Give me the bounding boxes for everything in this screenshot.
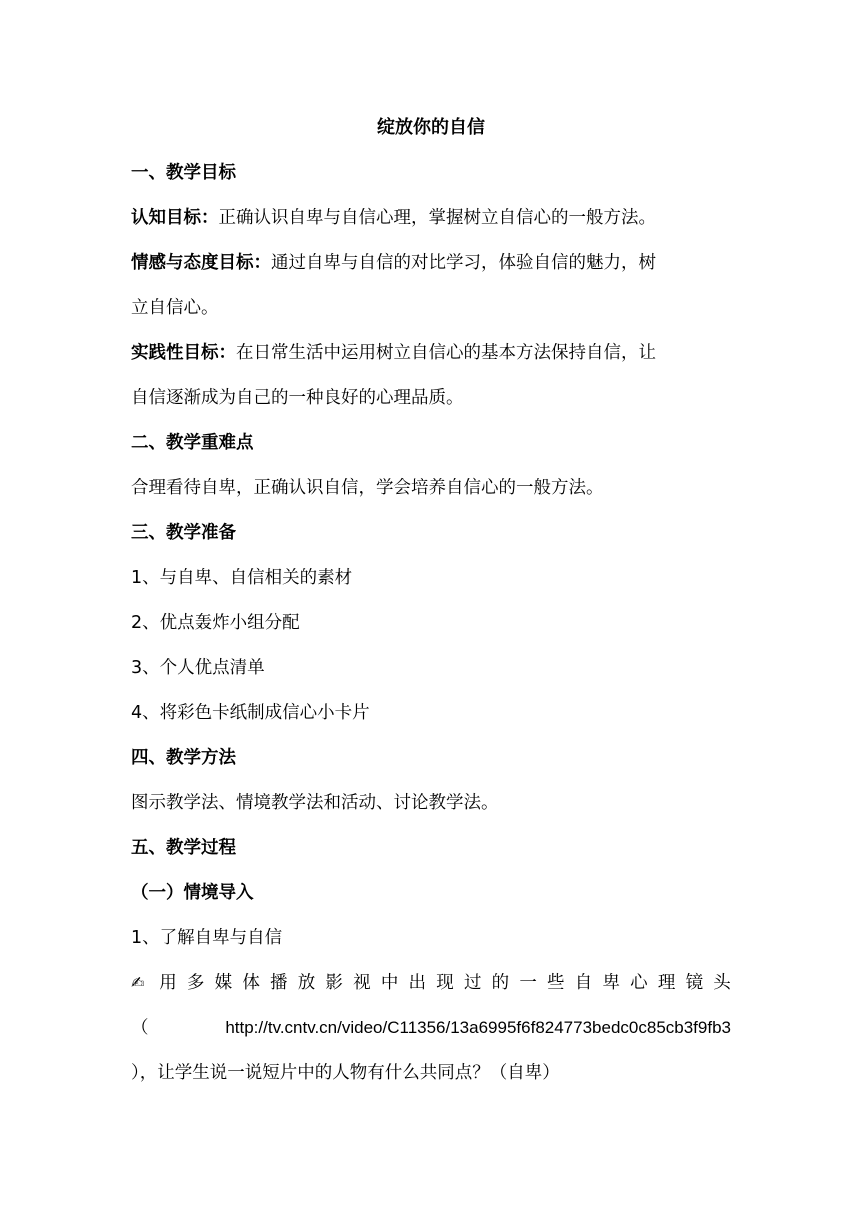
preparation-item: 3、个人优点清单 [131, 658, 265, 678]
closing-question: ），让学生说一说短片中的人物有什么共同点？（自卑） [131, 1063, 560, 1083]
section-heading-preparation: 三、教学准备 [131, 523, 236, 543]
media-char: 多 [186, 973, 205, 993]
emotion-text-line2: 立自信心。 [131, 298, 219, 318]
video-link-line [131, 1016, 731, 1040]
practice-text-line2: 自信逐渐成为自己的一种良好的心理品质。 [131, 388, 464, 408]
media-char: 体 [242, 973, 260, 993]
media-instruction-line [131, 971, 731, 995]
section-heading-process: 五、教学过程 [131, 838, 236, 858]
emotion-label: 情感与态度目标： [131, 253, 271, 273]
cognitive-label: 认知目标： [131, 208, 219, 228]
media-char: 些 [547, 973, 565, 993]
video-url: http://tv.cntv.cn/video/C11356/13a6995f6f824773bedc0c85cb3f9fb3 [225, 1018, 731, 1037]
preparation-item: 1、与自卑、自信相关的素材 [131, 568, 353, 588]
media-char: 一 [519, 973, 537, 993]
subheading-scenario-intro: （一）情境导入 [131, 883, 254, 903]
cognitive-objective [131, 206, 731, 230]
section-heading-objectives: 一、教学目标 [131, 163, 236, 183]
emotion-text-line1: 通过自卑与自信的对比学习，体验自信的魅力，树 [271, 253, 656, 273]
media-char: 中 [380, 973, 399, 993]
media-char: 心 [630, 973, 648, 993]
media-char: 视 [353, 973, 371, 993]
media-char: 出 [408, 973, 427, 993]
url-open-paren: （ [131, 1018, 149, 1038]
media-char: 现 [436, 973, 454, 993]
emotion-objective [131, 251, 731, 275]
media-char: 媒 [214, 973, 233, 993]
media-char: 头 [713, 973, 731, 993]
preparation-item: 4、将彩色卡纸制成信心小卡片 [131, 703, 370, 723]
media-char: 理 [657, 973, 676, 993]
media-char: 影 [325, 973, 343, 993]
media-char: 自 [574, 973, 593, 993]
media-char: 播 [270, 973, 288, 993]
practice-label: 实践性目标： [131, 343, 236, 363]
media-char: 用 [159, 973, 177, 993]
writing-hand-icon: ✍ [131, 973, 145, 992]
practice-text-line1: 在日常生活中运用树立自信心的基本方法保持自信，让 [236, 343, 656, 363]
preparation-item: 2、优点轰炸小组分配 [131, 613, 300, 633]
media-char: 的 [491, 973, 510, 993]
practice-objective [131, 341, 731, 365]
cognitive-text: 正确认识自卑与自信心理，掌握树立自信心的一般方法。 [218, 208, 656, 228]
section-heading-methods: 四、教学方法 [131, 748, 236, 768]
section-heading-key-points: 二、教学重难点 [131, 433, 254, 453]
media-char: 镜 [685, 973, 704, 993]
media-char: 放 [297, 973, 316, 993]
process-item-1: 1、了解自卑与自信 [131, 928, 283, 948]
media-char: 过 [463, 973, 482, 993]
methods-text: 图示教学法、情境教学法和活动、讨论教学法。 [131, 793, 499, 813]
document-title: 绽放你的自信 [377, 117, 485, 138]
media-char: 卑 [602, 973, 620, 993]
key-points-text: 合理看待自卑，正确认识自信，学会培养自信心的一般方法。 [131, 478, 604, 498]
